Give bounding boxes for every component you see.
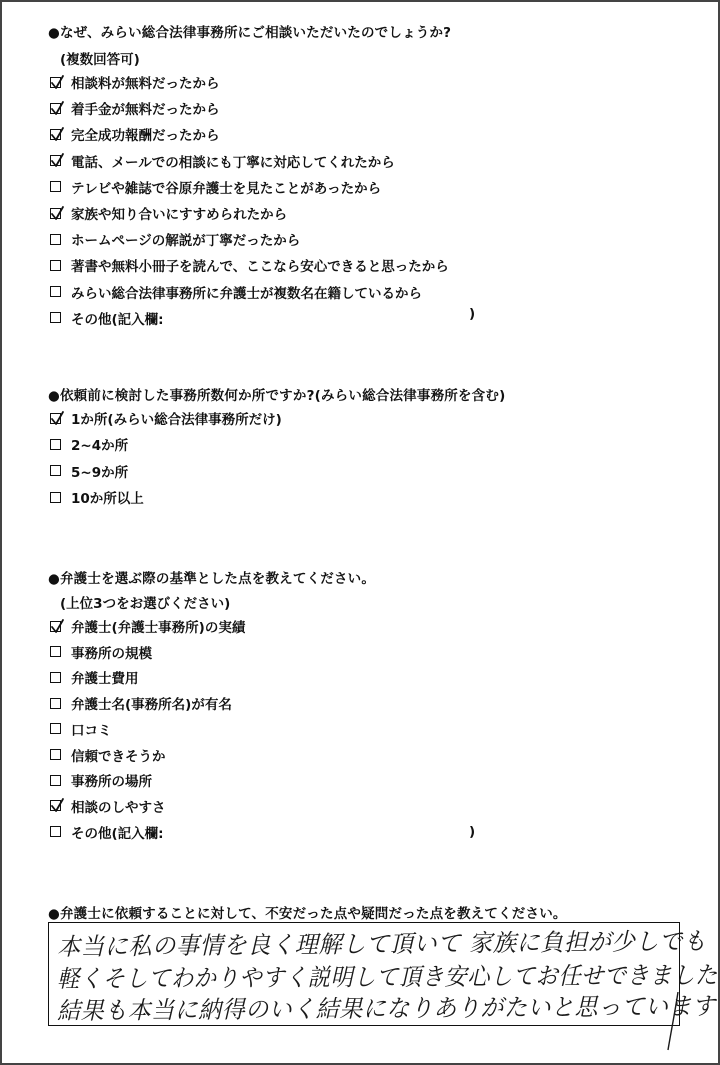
checkbox-icon[interactable] (50, 312, 61, 323)
q1-option-label: 着手金が無料だったから (71, 102, 220, 119)
checked-checkbox-icon[interactable] (50, 413, 61, 424)
q1-option-label: ホームページの解説が丁寧だったから (71, 233, 301, 250)
answer-line-1: 本当に私の事情を良く理解して頂いて 家族に負担が少しでも (56, 927, 707, 961)
answer-line-2: 軽くそしてわかりやすく説明して頂き安心してお任せできました (56, 961, 718, 993)
q1-option-label: テレビや雑誌で谷原弁護士を見たことがあったから (71, 180, 382, 197)
checkbox-icon[interactable] (50, 749, 61, 760)
q1-option[interactable] (50, 282, 422, 302)
checkbox-icon[interactable] (50, 286, 61, 297)
checkbox-icon[interactable] (50, 775, 61, 786)
q3-option-label: 口コミ (71, 722, 112, 739)
q2-option[interactable] (50, 434, 128, 454)
q3-option[interactable] (50, 667, 139, 687)
checkbox-icon[interactable] (50, 646, 61, 657)
q2-option-label: 1か所(みらい総合法律事務所だけ) (71, 412, 282, 428)
q3-close-paren: ) (469, 824, 476, 840)
q3-option[interactable] (50, 770, 152, 790)
checkbox-icon[interactable] (50, 723, 61, 734)
q1-option-label: 著書や無料小冊子を読んで、ここなら安心できると思ったから (71, 259, 449, 276)
q2-option-label: 10か所以上 (71, 491, 144, 508)
answer-line-3: 結果も本当に納得のいく結果になりありがたいと思っています (56, 992, 716, 1025)
q3-title: ●弁護士を選ぶ際の基準とした点を教えてください。 (48, 571, 376, 587)
q1-option-label: 家族や知り合いにすすめられたから (71, 207, 288, 223)
q3-option-label: 弁護士名(事務所名)が有名 (71, 697, 232, 714)
q3-option[interactable] (50, 822, 164, 842)
q3-option[interactable] (50, 642, 152, 662)
q4-answer-box[interactable] (48, 922, 718, 1026)
q1-option-label: 完全成功報酬だったから (71, 128, 220, 145)
checkbox-icon[interactable] (50, 260, 61, 271)
q3-option[interactable] (50, 719, 112, 739)
q4-title: ●弁護士に依頼することに対して、不安だった点や疑問だった点を教えてください。 (48, 906, 567, 922)
q3-option[interactable] (50, 616, 245, 636)
q1-option[interactable] (50, 308, 164, 328)
checked-checkbox-icon[interactable] (50, 621, 61, 632)
q3-option-label: 弁護士費用 (71, 671, 139, 688)
checkbox-icon[interactable] (50, 439, 61, 450)
checked-checkbox-icon[interactable] (50, 129, 61, 140)
q2-option-label: 5~9か所 (71, 464, 129, 481)
checkbox-icon[interactable] (50, 492, 61, 503)
q1-option[interactable] (50, 124, 220, 144)
checked-checkbox-icon[interactable] (50, 103, 61, 114)
q1-option[interactable] (50, 229, 300, 249)
q1-option[interactable] (50, 203, 287, 223)
q3-option[interactable] (50, 796, 166, 816)
q3-option-label: 事務所の規模 (71, 645, 152, 662)
q2-option[interactable] (50, 408, 282, 428)
q2-option[interactable] (50, 461, 128, 481)
q1-option-label: みらい総合法律事務所に弁護士が複数名在籍しているから (71, 285, 422, 302)
checkbox-icon[interactable] (50, 672, 61, 683)
q3-option[interactable] (50, 745, 166, 765)
q1-option-label: その他(記入欄: (71, 311, 164, 328)
q3-note: (上位3つをお選びください) (60, 596, 231, 612)
q2-option[interactable] (50, 487, 144, 507)
q2-option-label: 2~4か所 (71, 438, 129, 455)
q1-option[interactable] (50, 151, 395, 171)
checked-checkbox-icon[interactable] (50, 77, 61, 88)
q3-option-label: 相談のしやすさ (71, 799, 166, 816)
q1-option[interactable] (50, 177, 381, 197)
checkbox-icon[interactable] (50, 234, 61, 245)
q1-title: ●なぜ、みらい総合法律事務所にご相談いただいたのでしょうか? (48, 25, 452, 41)
q3-option-label: 弁護士(弁護士事務所)の実績 (71, 620, 246, 636)
q1-option[interactable] (50, 72, 220, 92)
q1-note: (複数回答可) (60, 52, 140, 68)
q1-option[interactable] (50, 255, 449, 275)
checkbox-icon[interactable] (50, 181, 61, 192)
checkbox-icon[interactable] (50, 826, 61, 837)
checked-checkbox-icon[interactable] (50, 155, 61, 166)
checked-checkbox-icon[interactable] (50, 800, 61, 811)
q2-title: ●依頼前に検討した事務所数何か所ですか?(みらい総合法律事務所を含む) (48, 388, 506, 404)
q1-option-label: 電話、メールでの相談にも丁寧に対応してくれたから (71, 154, 395, 171)
q3-option-label: 事務所の場所 (71, 774, 152, 791)
q3-option-label: 信頼できそうか (71, 748, 166, 765)
checked-checkbox-icon[interactable] (50, 208, 61, 219)
pen-stroke-icon (666, 992, 682, 1052)
checkbox-icon[interactable] (50, 465, 61, 476)
q3-option-label: その他(記入欄: (71, 825, 164, 842)
q1-option[interactable] (50, 98, 220, 118)
checkbox-icon[interactable] (50, 698, 61, 709)
q1-close-paren: ) (469, 306, 476, 322)
q1-option-label: 相談料が無料だったから (71, 76, 220, 92)
q3-option[interactable] (50, 693, 232, 713)
